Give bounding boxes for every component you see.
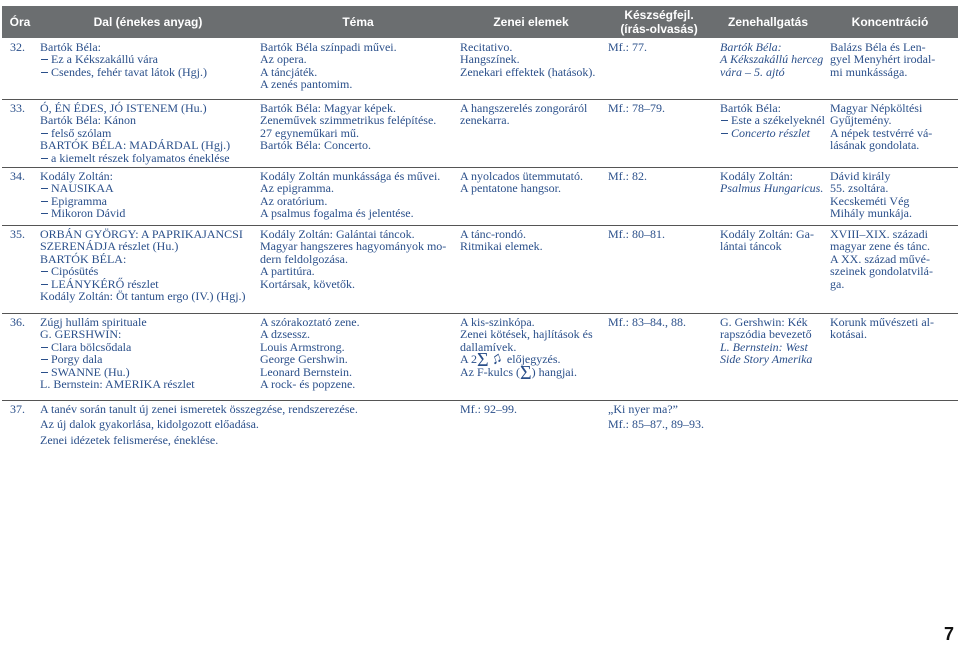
zenehallgatas-line: Concerto részlet (720, 127, 825, 139)
tema-line: A dzsessz. (260, 327, 310, 342)
dal-cell (40, 228, 246, 302)
koncentracio-line: gyel Menyhért irodal- (830, 52, 936, 67)
tema-cell (260, 228, 446, 290)
koncentracio-line: Kecskeméti Vég (830, 193, 910, 208)
row-number: 35. (10, 227, 25, 241)
koncentracio-line: Mihály munkája. (830, 206, 912, 221)
zenehallgatas-cell (720, 41, 823, 78)
dal-line: Epigramma (40, 195, 125, 207)
zenei-line: dallamívek. (460, 339, 517, 354)
tema-line: A szórakoztató zene. (260, 315, 360, 329)
dal-line: Bartók Béla: Kánon (40, 113, 136, 128)
table-row (2, 41, 958, 100)
keszseg-line: Mf.: 82. (608, 169, 647, 183)
koncentracio-cell (830, 170, 912, 220)
flat-key-signature-icon: Σ (477, 349, 489, 372)
ki-nyer-cell (608, 403, 704, 431)
koncentracio-line: mi munkássága. (830, 64, 908, 79)
tema-line: A zenés pantomim. (260, 77, 353, 92)
tema-line: Zeneművek szimmetrikus felépítése. (260, 113, 437, 128)
zenei-line: A tánc-rondó. (460, 227, 526, 241)
dal-line: Clara bölcsődala (40, 341, 195, 353)
keszseg-line: Mf.: 83–84., 88. (608, 315, 686, 329)
koncentracio-cell (830, 102, 932, 152)
dal-line: SWANNE (Hu.) (40, 366, 195, 378)
tema-line: Kodály Zoltán: Galántai táncok. (260, 227, 415, 241)
zenehallgatas-line: L. Bernstein: West (720, 339, 808, 354)
table-row (2, 401, 958, 453)
koncentracio-cell (830, 41, 935, 78)
keszseg-cell (608, 170, 647, 182)
zenei-line: A pentatone hangsor. (460, 181, 561, 196)
tema-cell (260, 41, 397, 91)
dal-line: Porgy dala (40, 353, 195, 365)
keszseg-line: Mf.: 80–81. (608, 227, 665, 241)
zenei-line: A kis-szinkópa. (460, 315, 535, 329)
header-zenehallgatas: Zenehallgatás (727, 15, 809, 29)
zenehallgatas-cell (720, 170, 823, 195)
dal-line: felső szólam (40, 127, 230, 139)
dal-line: Zúgj hullám spirituale (40, 315, 147, 329)
tema-line: A partitúra. (260, 264, 315, 279)
table-row (2, 314, 958, 401)
tema-line: A rock- és popzene. (260, 377, 356, 392)
dal-line: NAUSIKAA (40, 182, 125, 194)
tema-line: dern feldolgozása. (260, 251, 348, 266)
dal-line: BARTÓK BÉLA: (40, 251, 127, 266)
zenei-line: Zenekari effektek (hatások). (460, 64, 596, 79)
summary-line: Zenei idézetek felismerése, éneklése. (40, 432, 219, 447)
zenehallgatas-line: Psalmus Hungaricus. (720, 181, 824, 196)
tema-line: 27 egyneműkari mű. (260, 125, 359, 140)
row-number: 34. (10, 169, 25, 183)
dal-line: Cipósütés (40, 265, 246, 277)
keszseg-line: Mf.: 78–79. (608, 101, 665, 115)
zenei-line (460, 362, 593, 385)
zenehallgatas-line: Bartók Béla: (720, 101, 781, 115)
dal-line: Ó, ÉN ÉDES, JÓ ISTENEM (Hu.) (40, 101, 207, 115)
dal-line: LEÁNYKÉRŐ részlet (40, 278, 246, 290)
summary-cell (40, 403, 358, 446)
tema-line: Bartók Béla: Magyar képek. (260, 101, 396, 115)
dal-line: Ez a Kékszakállú vára (40, 53, 207, 65)
zenei-line: Ritmikai elemek. (460, 239, 543, 254)
zenei-fclef-prefix: Az F-kulcs ( (460, 365, 520, 380)
koncentracio-cell (830, 316, 934, 341)
zenehallgatas-line: Side Story Amerika (720, 352, 813, 367)
zenehallgatas-line: G. Gershwin: Kék (720, 315, 808, 329)
dal-line: Csendes, fehér tavat látok (Hgj.) (40, 66, 207, 78)
dal-cell (40, 102, 230, 164)
koncentracio-line: A népek testvérré vá- (830, 125, 933, 140)
table-row (2, 226, 958, 314)
dal-cell (40, 41, 207, 78)
tema-line: Kodály Zoltán munkássága és művei. (260, 169, 441, 183)
keszseg-cell: Mf.: 92–99. (460, 402, 517, 416)
keszseg-cell (608, 102, 665, 114)
koncentracio-line: szeinek gondolatvilá- (830, 264, 933, 279)
header-tema: Téma (342, 15, 374, 29)
table-row (2, 100, 958, 168)
dal-cell (40, 316, 195, 390)
tema-line: Az opera. (260, 52, 307, 67)
koncentracio-line: A XX. század művé- (830, 251, 930, 266)
zenei-line: A nyolcados ütemmutató. (460, 169, 583, 183)
tema-line: A táncjáték. (260, 64, 318, 79)
table-header (2, 6, 958, 38)
tema-line: Louis Armstrong. (260, 339, 345, 354)
dal-line: ORBÁN GYÖRGY: A PAPRIKAJANCSI (40, 227, 243, 241)
ki-nyer-line: Mf.: 85–87., 89–93. (608, 417, 704, 432)
zenehallgatas-line: Kodály Zoltán: (720, 169, 793, 183)
dal-line: Kodály Zoltán: Öt tantum ergo (IV.) (Hgj.) (40, 289, 246, 304)
row-number: 32. (10, 40, 25, 54)
zenehallgatas-line: Bartók Béla: (720, 40, 782, 54)
page-number: 7 (943, 624, 954, 644)
zenei-line: A hangszerelés zongoráról (460, 101, 588, 115)
row-number: 37. (10, 402, 25, 416)
dal-line: L. Bernstein: AMERIKA részlet (40, 377, 195, 392)
koncentracio-line: magyar zene és tánc. (830, 239, 930, 254)
zenehallgatas-cell (720, 316, 812, 366)
koncentracio-line: kotásai. (830, 327, 867, 342)
zenehallgatas-line: A Kékszakállú herceg (720, 52, 824, 67)
zenei-line: zenekarra. (460, 113, 510, 128)
zenei-cell (460, 41, 595, 78)
tema-line: A psalmus fogalma és jelentése. (260, 206, 414, 221)
keszseg-cell (608, 41, 647, 53)
header-ora: Óra (9, 15, 31, 29)
dal-line: G. GERSHWIN: (40, 327, 122, 342)
header-zenei-elemek: Zenei elemek (493, 15, 569, 29)
zenehallgatas-line: lántai táncok (720, 239, 782, 254)
tema-line: Az epigramma. (260, 181, 334, 196)
f-clef-icon: Σ (520, 362, 532, 385)
dal-line: BARTÓK BÉLA: MADÁRDAL (Hgj.) (40, 138, 231, 153)
koncentracio-cell (830, 228, 933, 290)
summary-line: A tanév során tanult új zenei ismeretek összegzése, rendszerezése. (40, 402, 358, 416)
zenehallgatas-cell (720, 102, 825, 139)
header-keszsegfejl (604, 6, 714, 38)
zenei-cell (460, 170, 583, 195)
summary-line: Az új dalok gyakorlása, kidolgozott előadása. (40, 417, 259, 432)
keszseg-cell (608, 316, 686, 328)
keszseg-cell (608, 228, 665, 240)
zenei-cell (460, 102, 587, 127)
tema-line: Bartók Béla színpadi művei. (260, 40, 397, 54)
koncentracio-line: Magyar Népköltési (830, 101, 923, 115)
zenei-line: Recitativo. (460, 40, 513, 54)
koncentracio-line: XVIII–XIX. századi (830, 227, 928, 241)
flat-key-clef-icon: ♫ (488, 349, 505, 369)
koncentracio-line: 55. zsoltára. (830, 181, 889, 196)
dal-line: SZERENÁDJA részlet (Hu.) (40, 239, 179, 254)
row-number: 36. (10, 315, 25, 329)
koncentracio-line: Balázs Béla és Len- (830, 40, 926, 54)
tema-cell (260, 170, 440, 220)
ki-nyer-line: „Ki nyer ma?” (608, 402, 678, 416)
zenei-line: Zenei kötések, hajlítások és (460, 327, 593, 342)
koncentracio-line: ga. (830, 276, 845, 291)
tema-cell (260, 102, 436, 152)
tema-cell (260, 316, 360, 390)
dal-line: Bartók Béla: (40, 40, 101, 54)
row-number: 33. (10, 101, 25, 115)
koncentracio-line: Gyűjtemény. (830, 113, 892, 128)
tema-line: George Gershwin. (260, 352, 348, 367)
tema-line: Leonard Bernstein. (260, 364, 352, 379)
header-keszsegfejl-line1: Készségfejl. (624, 8, 694, 22)
zenei-key-suffix: előjegyzés. (506, 352, 561, 367)
zenei-cell (460, 315, 593, 385)
zenei-cell (460, 228, 543, 253)
curriculum-table (2, 6, 958, 453)
zenehallgatas-line: vára – 5. ajtó (720, 64, 785, 79)
zenehallgatas-line: Kodály Zoltán: Ga- (720, 227, 814, 241)
header-keszsegfejl-line2: (írás-olvasás) (620, 22, 698, 36)
zenei-key-prefix: A 2 (460, 352, 478, 367)
koncentracio-line: Dávid király (830, 169, 891, 183)
dal-line: a kiemelt részek folyamatos éneklése (40, 152, 230, 164)
zenehallgatas-cell (720, 228, 814, 253)
dal-line: Kodály Zoltán: (40, 169, 113, 183)
zenei-line: Hangszínek. (460, 52, 520, 67)
tema-line: Bartók Béla: Concerto. (260, 138, 371, 153)
tema-line: Az oratórium. (260, 193, 328, 208)
table-row (2, 168, 958, 226)
zenei-fclef-suffix: ) hangjai. (531, 365, 577, 380)
koncentracio-line: lásának gondolata. (830, 138, 920, 153)
dal-cell (40, 170, 125, 220)
dal-line: Mikoron Dávid (40, 207, 125, 219)
zenehallgatas-line: rapszódia bevezető (720, 327, 812, 342)
header-koncentracio: Koncentráció (851, 15, 929, 29)
tema-line: Kortársak, követők. (260, 276, 355, 291)
header-dal: Dal (énekes anyag) (93, 15, 203, 29)
tema-line: Magyar hangszeres hagyományok mo- (260, 239, 447, 254)
zenehallgatas-line: Este a székelyeknél (720, 114, 825, 126)
koncentracio-line: Korunk művészeti al- (830, 315, 934, 329)
keszseg-line: Mf.: 77. (608, 40, 647, 54)
